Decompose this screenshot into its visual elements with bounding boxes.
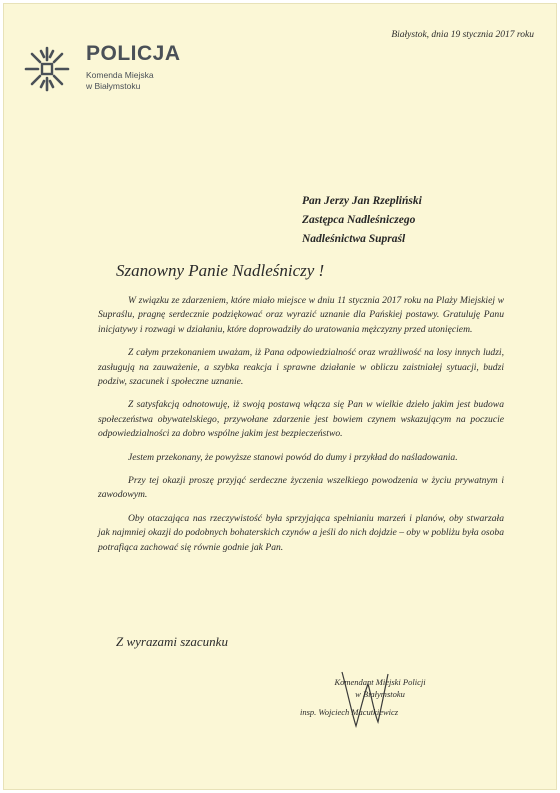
closing-text: Z wyrazami szacunku (116, 634, 228, 649)
org-subtitle (86, 70, 154, 92)
recipient-position: Zastępca Nadleśniczego (302, 214, 416, 226)
letterhead (22, 42, 222, 102)
police-star-icon (22, 44, 72, 94)
handwritten-closing (116, 626, 286, 658)
signature-block (300, 676, 460, 718)
paragraph-6: Oby otaczająca nas rzeczywistość była sprzyjająca spełnianiu marzeń i planów, oby stwarzała jak najmniej okazji do podobnych bohaterskich czynów a jeśli do nich dojdzie – oby w pobliżu była osoba potrafiąca zachować się równie godnie jak Pan. (98, 512, 504, 553)
paragraph-3: Z satysfakcją odnotowuję, iż swoją postawą włącza się Pan w wielkie dzieło jakim jest budowa społeczeństwa obywatelskiego, przywołane zdarzenie jest bowiem czynem wskazującym na poczucie odpowiedzialności za dobro wspólne jakim jest bezpieczeństwo. (98, 399, 504, 440)
signature-name: insp. Wojciech Macutkiewicz (300, 707, 399, 717)
org-sub-line2: w Białymstoku (86, 81, 141, 91)
letter-page (4, 4, 556, 789)
recipient-office: Nadleśnictwa Supraśl (302, 233, 406, 245)
org-sub-line1: Komenda Miejska (86, 70, 154, 80)
handwritten-greeting (116, 250, 376, 290)
place-and-date: Białystok, dnia 19 stycznia 2017 roku (391, 30, 534, 40)
paragraph-5: Przy tej okazji proszę przyjąć serdeczne życzenia wszelkiego powodzenia w życiu prywatnym i zawodowym. (98, 475, 504, 501)
recipient-block (302, 192, 422, 249)
greeting-text: Szanowny Panie Nadleśniczy ! (116, 261, 325, 280)
signature-title-2: w Białymstoku (355, 689, 405, 699)
recipient-name: Pan Jerzy Jan Rzepliński (302, 195, 422, 207)
paragraph-1: W związku ze zdarzeniem, które miało miejsce w dniu 11 stycznia 2017 roku na Plaży Miejskiej w Supraślu, pragnę serdecznie podziękować oraz wyrazić uznanie dla Pańskiej postawy. Gratuluję Panu inicjatywy i rozwagi w działaniu, które doprowadziły do uratowania mężczyzny przed utonięciem. (98, 295, 504, 335)
letter-body (98, 294, 504, 564)
paragraph-4: Jestem przekonany, że powyższe stanowi powód do dumy i przykład do naśladowania. (128, 451, 458, 463)
signature-title-1: Komendant Miejski Policji (334, 677, 426, 687)
org-name: POLICJA (86, 42, 181, 65)
paragraph-2: Z całym przekonaniem uważam, iż Pana odpowiedzialność oraz wrażliwość na losy innych ludzi, zasługują na zauważenie, a szybka reakcja i sprawne działanie w obliczu zaistniałej sytuacji, budzi podziw, szacunek i społeczne uznanie. (98, 347, 504, 388)
